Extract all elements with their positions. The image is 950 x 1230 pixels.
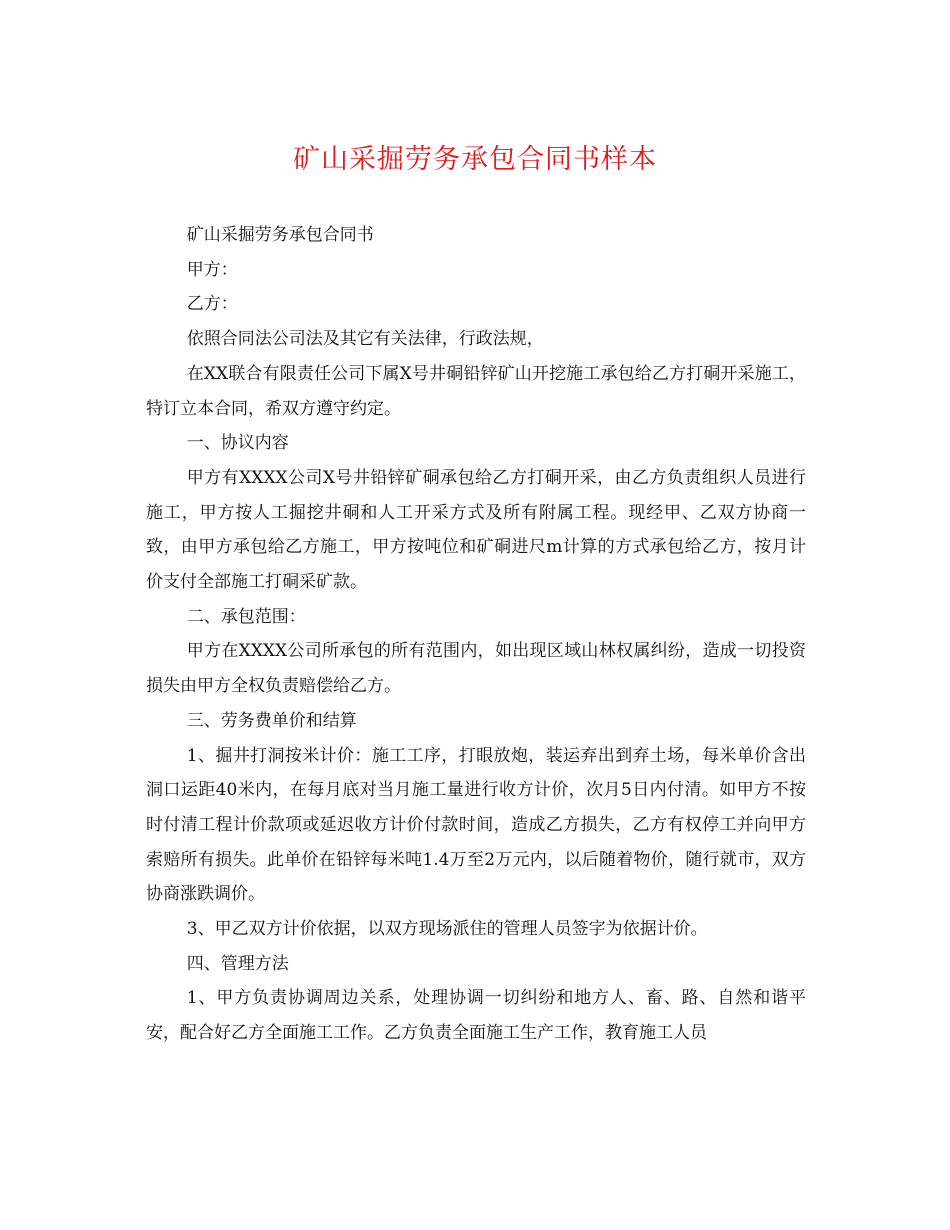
paragraph-legal-basis: 依照合同法公司法及其它有关法律，行政法规， (186, 329, 544, 350)
paragraph-management-1: 1、甲方负责协调周边关系，处理协调一切纠纷和地方人、畜、路、自然和谐平安，配合好乙方全面施工工作。乙方负责全面施工生产工作，教育施工人员 (146, 988, 806, 1044)
document-title: 矿山采掘劳务承包合同书样本 (293, 144, 657, 175)
section-heading-agreement: 一、协议内容 (186, 433, 289, 454)
paragraph-agreement: 甲方有XXXX公司X号井铅锌矿硐承包给乙方打硐开采，由乙方负责组织人员进行施工，甲方按人工掘挖井硐和人工开采方式及所有附属工程。现经甲、乙双方协商一致，由甲方承包给乙方施工，甲方按吨位和矿硐进尺m计算的方式承包给乙方，按月计价支付全部施工打硐采矿款。 (146, 467, 806, 593)
paragraph-intro: 在XX联合有限责任公司下属X号井硐铅锌矿山开挖施工承包给乙方打硐开采施工，特订立本合同，希双方遵守约定。 (146, 363, 806, 419)
paragraph-scope: 甲方在XXXX公司所承包的所有范围内，如出现区域山林权属纠纷，造成一切投资损失由甲方全权负责赔偿给乙方。 (146, 641, 806, 697)
section-heading-scope: 二、承包范围： (186, 606, 306, 627)
section-heading-management: 四、管理方法 (186, 953, 289, 974)
paragraph-party-b: 乙方： (186, 294, 238, 315)
paragraph-pricing-1: 1、掘井打洞按米计价：施工工序，打眼放炮，装运弃出到弃土场，每米单价含出洞口运距40米内，在每月底对当月施工量进行收方计价，次月5日内付清。如甲方不按时付清工程计价款项或延迟收方计价付款时间，造成乙方损失，乙方有权停工并向甲方索赔所有损失。此单价在铅锌每米吨1.4万至2万元内，以后随着物价，随行就市，双方协商涨跌调价。 (146, 745, 806, 905)
document-body (146, 218, 806, 1051)
paragraph-contract-name: 矿山采掘劳务承包合同书 (186, 225, 374, 245)
paragraph-pricing-3: 3、甲乙双方计价依据，以双方现场派住的管理人员签字为依据计价。 (186, 919, 708, 940)
paragraph-party-a: 甲方： (186, 259, 238, 280)
section-heading-pricing: 三、劳务费单价和结算 (186, 710, 357, 731)
